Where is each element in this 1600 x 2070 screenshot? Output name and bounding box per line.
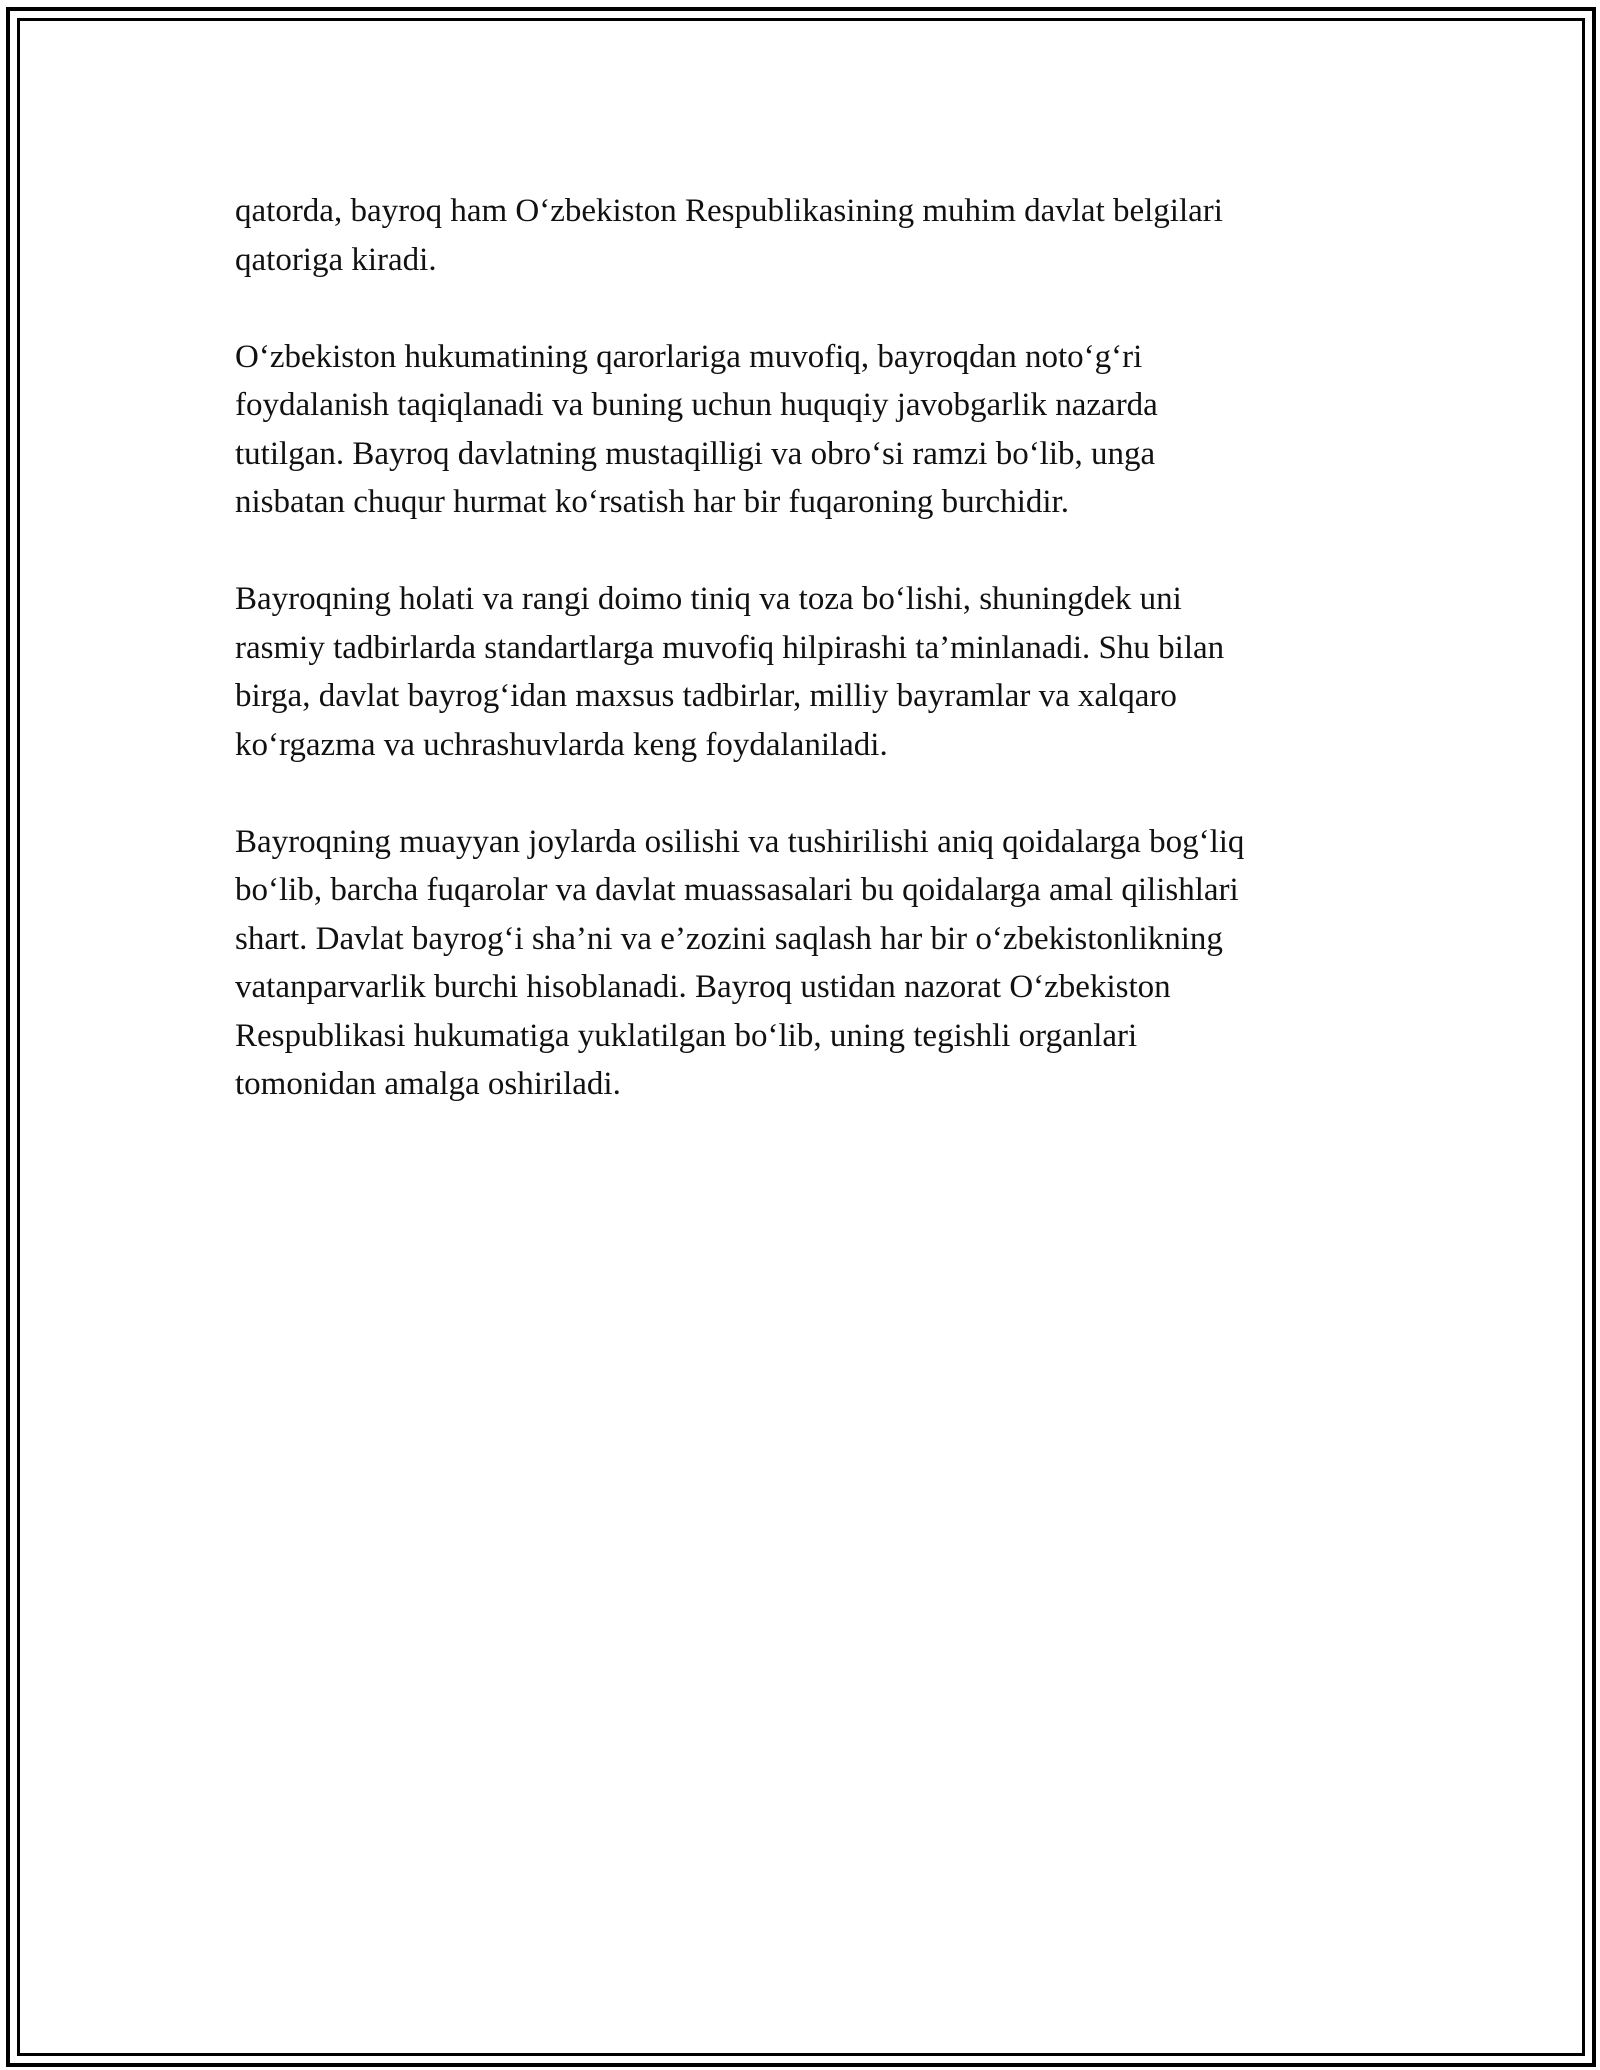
paragraph-4: Bayroqning muayyan joylarda osilishi va tushirilishi aniq qoidalarga bog‘liq bo‘lib, barcha fuqarolar va davlat muassasalari bu qoidalarga amal qilishlari shart. Davlat bayrog‘i sha’ni va e’zozini saqlash har bir o‘zbekistonlikning vatanparvarlik burchi hisoblanadi. Bayroq ustidan nazorat O‘zbekiston Respublikasi hukumatiga yuklatilgan bo‘lib, uning tegishli organlari tomonidan amalga oshiriladi.	[235, 823, 1245, 1102]
paragraph-1: qatorda, bayroq ham O‘zbekiston Respublikasining muhim davlat belgilari qatoriga kiradi.	[235, 193, 1223, 278]
paragraph-2: O‘zbekiston hukumatining qarorlariga muvofiq, bayroqdan noto‘g‘ri foydalanish taqiqlanadi va buning uchun huquqiy javobgarlik nazarda tutilgan. Bayroq davlatning mustaqilligi va obro‘si ramzi bo‘lib, unga nisbatan chuqur hurmat ko‘rsatish har bir fuqaroning burchidir.	[235, 338, 1158, 520]
document-body	[235, 187, 1395, 1157]
paragraph-3: Bayroqning holati va rangi doimo tiniq va toza bo‘lishi, shuningdek uni rasmiy tadbirlarda standartlarga muvofiq hilpirashi ta’minlanadi. Shu bilan birga, davlat bayrog‘idan maxsus tadbirlar, milliy bayramlar va xalqaro ko‘rgazma va uchrashuvlarda keng foydalaniladi.	[235, 581, 1225, 763]
